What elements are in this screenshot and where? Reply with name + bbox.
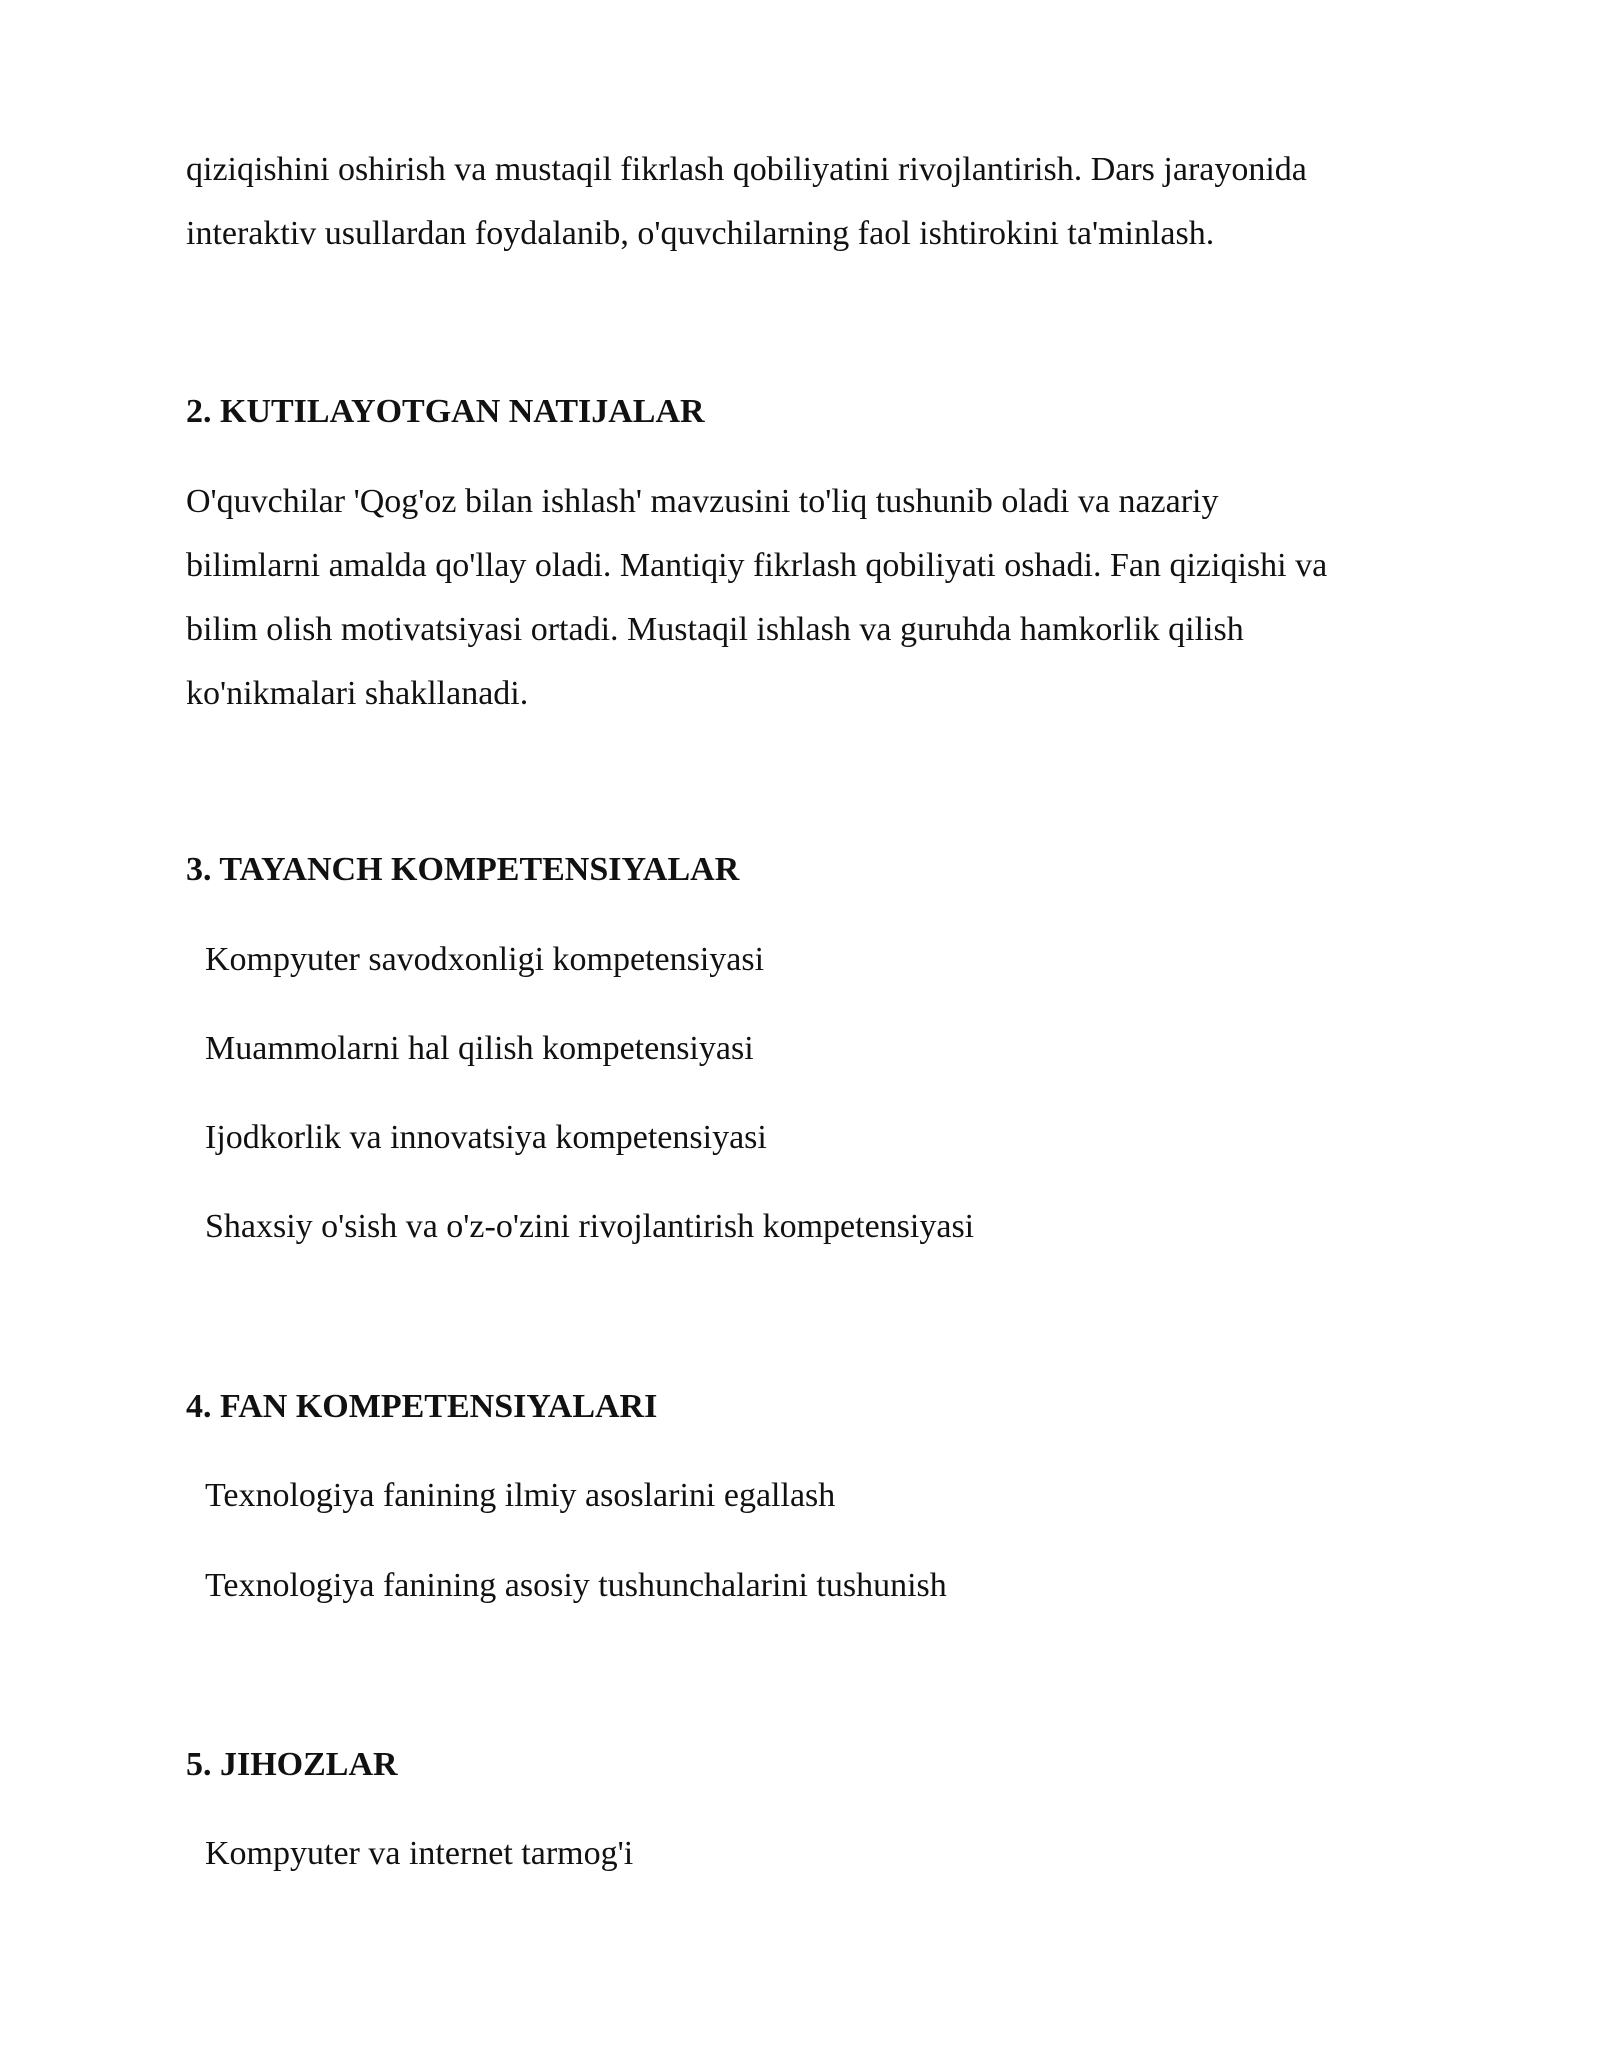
- section-heading-expected-results: 2. KUTILAYOTGAN NATIJALAR: [186, 393, 705, 430]
- list-item: Texnologiya fanining ilmiy asoslarini egallash: [205, 1477, 836, 1514]
- paragraph-line: O'quvchilar 'Qog'oz bilan ishlash' mavzusini to'liq tushunib oladi va nazariy: [186, 483, 1219, 520]
- list-item: Shaxsiy o'sish va o'z-o'zini rivojlantirish kompetensiyasi: [205, 1208, 975, 1245]
- paragraph-line: bilim olish motivatsiyasi ortadi. Mustaqil ishlash va guruhda hamkorlik qilish: [186, 611, 1244, 648]
- intro-line: interaktiv usullardan foydalanib, o'quvchilarning faol ishtirokini ta'minlash.: [186, 215, 1215, 252]
- list-item: Muammolarni hal qilish kompetensiyasi: [205, 1030, 754, 1067]
- list-item: Texnologiya fanining asosiy tushunchalarini tushunish: [205, 1567, 947, 1604]
- list-item: Kompyuter va internet tarmog'i: [205, 1835, 634, 1872]
- intro-line: qiziqishini oshirish va mustaqil fikrlash qobiliyatini rivojlantirish. Dars jarayonida: [186, 151, 1307, 188]
- paragraph-line: bilimlarni amalda qo'llay oladi. Mantiqiy fikrlash qobiliyati oshadi. Fan qiziqishi va: [186, 547, 1328, 584]
- paragraph-line: ko'nikmalari shakllanadi.: [186, 675, 529, 712]
- list-item: Kompyuter savodxonligi kompetensiyasi: [205, 941, 765, 978]
- expected-results-paragraph: [186, 470, 1446, 726]
- section-heading-equipment: 5. JIHOZLAR: [186, 1746, 398, 1783]
- intro-paragraph: [186, 138, 1446, 266]
- section-heading-core-competencies: 3. TAYANCH KOMPETENSIYALAR: [186, 851, 740, 888]
- section-heading-subject-competencies: 4. FAN KOMPETENSIYALARI: [186, 1388, 658, 1425]
- list-item: Ijodkorlik va innovatsiya kompetensiyasi: [205, 1119, 767, 1156]
